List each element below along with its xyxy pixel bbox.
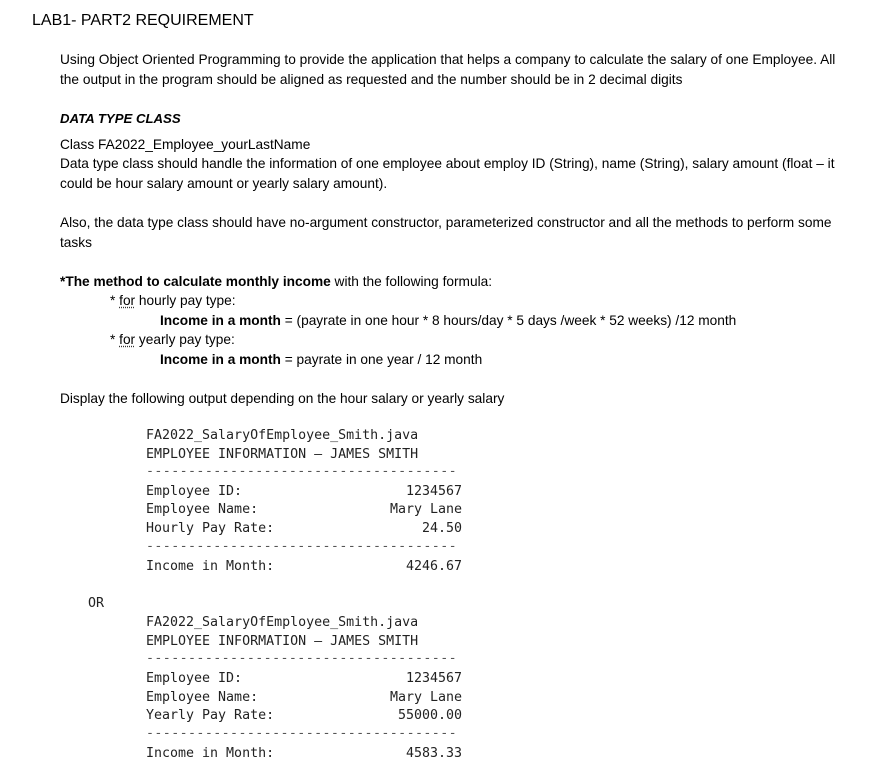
hourly-bullet <box>110 291 236 311</box>
hourly-formula <box>160 311 736 331</box>
formula-expression: = payrate in one year / 12 month <box>280 352 483 367</box>
bullet-star: * <box>110 293 120 308</box>
constructor-paragraph: Also, the data type class should have no-argument constructor, parameterized constructor and all the methods to perform some tasks <box>60 215 832 250</box>
sample2-income-value: 4583.33 <box>405 746 462 761</box>
method-heading-rest: with the following formula: <box>330 274 493 289</box>
yearly-bullet <box>110 330 235 350</box>
bullet-rest: yearly pay type: <box>135 332 235 347</box>
sample1-divider-top: ------------------------------------- <box>146 464 457 479</box>
sample2-header: EMPLOYEE INFORMATION – JAMES SMITH <box>146 634 419 649</box>
bullet-for: for <box>119 332 136 347</box>
sample1-rate-label: Hourly Pay Rate: <box>146 521 275 536</box>
display-instruction: Display the following output depending on the hour salary or yearly salary <box>60 391 505 406</box>
sample1-name-label: Employee Name: <box>146 502 259 517</box>
formula-expression: = (payrate in one hour * 8 hours/day * 5 days /week * 52 weeks) /12 month <box>280 313 737 328</box>
sample2-name-value: Mary Lane <box>389 690 462 705</box>
sample1-id-label: Employee ID: <box>146 484 243 499</box>
sample2-id-value: 1234567 <box>405 671 462 686</box>
method-heading <box>60 272 492 292</box>
sample1-income-label: Income in Month: <box>146 559 275 574</box>
sample2-name-label: Employee Name: <box>146 690 259 705</box>
sample2-filename: FA2022_SalaryOfEmployee_Smith.java <box>146 615 419 630</box>
intro-paragraph: Using Object Oriented Programming to provide the application that helps a company to calculate the salary of one Employee. All the output in the program should be aligned as requested and the number should be in 2 decimal digits <box>60 52 836 87</box>
sample1-income-value: 4246.67 <box>405 559 462 574</box>
sample1-rate-value: 24.50 <box>421 521 462 536</box>
bullet-star: * <box>110 332 120 347</box>
sample1-name-value: Mary Lane <box>389 502 462 517</box>
section-heading: DATA TYPE CLASS <box>60 111 181 126</box>
or-separator: OR <box>88 596 105 611</box>
sample2-divider-top: ------------------------------------- <box>146 651 457 666</box>
page-title: LAB1- PART2 REQUIREMENT <box>32 12 254 29</box>
sample1-id-value: 1234567 <box>405 484 462 499</box>
bullet-for: for <box>119 293 136 308</box>
sample1-filename: FA2022_SalaryOfEmployee_Smith.java <box>146 428 419 443</box>
sample2-rate-value: 55000.00 <box>397 708 462 723</box>
sample2-income-label: Income in Month: <box>146 746 275 761</box>
sample1-header: EMPLOYEE INFORMATION – JAMES SMITH <box>146 447 419 462</box>
sample1-divider-bottom: ------------------------------------- <box>146 539 457 554</box>
yearly-formula <box>160 350 482 370</box>
sample2-id-label: Employee ID: <box>146 671 243 686</box>
class-name-line: Class FA2022_Employee_yourLastName <box>60 137 311 152</box>
bullet-rest: hourly pay type: <box>135 293 236 308</box>
sample2-divider-bottom: ------------------------------------- <box>146 726 457 741</box>
method-heading-bold: *The method to calculate monthly income <box>60 274 331 289</box>
sample2-rate-label: Yearly Pay Rate: <box>146 708 275 723</box>
class-description: Data type class should handle the information of one employee about employ ID (String), name (String), salary amount (float – it could be hour salary amount or yearly salary amount). <box>60 156 835 191</box>
formula-label: Income in a month <box>160 352 281 367</box>
formula-label: Income in a month <box>160 313 281 328</box>
